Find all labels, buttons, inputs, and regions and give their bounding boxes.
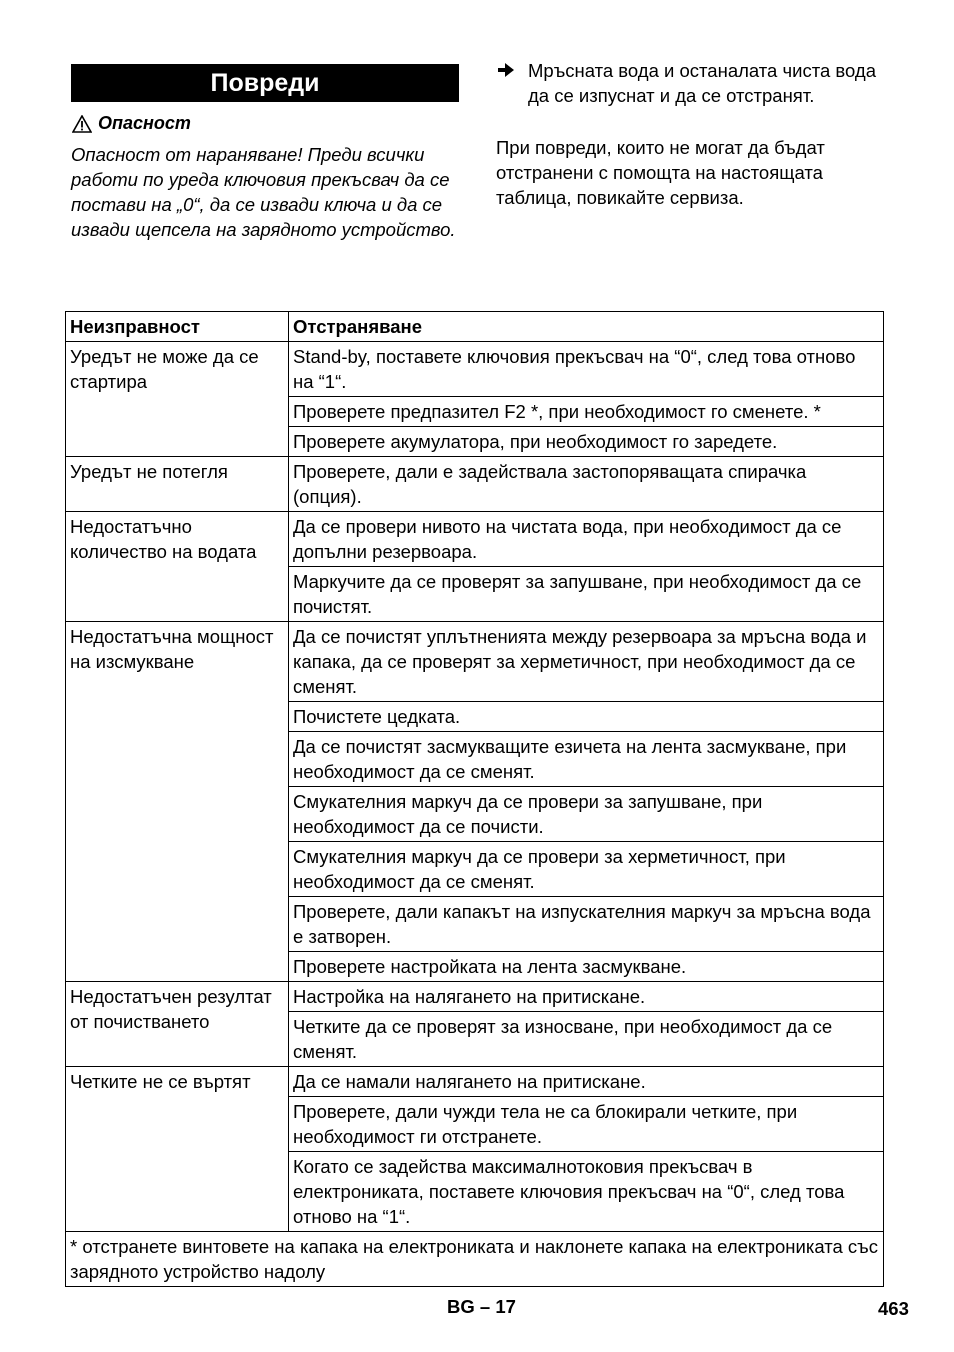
table-footnote: * отстранете винтовете на капака на електрониката и наклонете капака на електрониката със зарядното устройство надолу xyxy=(66,1232,884,1287)
remedy-cell: Проверете настройката на лента засмукване. xyxy=(289,952,884,982)
fault-cell: Недостатъчен резултат от почистването xyxy=(66,982,289,1067)
fault-cell: Уредът не потегля xyxy=(66,457,289,512)
remedy-cell: Смукателния маркуч да се провери за херметичност, при необходимост да се сменят. xyxy=(289,842,884,897)
fault-cell: Четките не се въртят xyxy=(66,1067,289,1232)
header-fault: Неизправност xyxy=(66,312,289,342)
remedy-cell: Когато се задейства максималнотоковия прекъсвач в електрониката, поставете ключовия прекъсвач на “0“, след това отново на “1“. xyxy=(289,1152,884,1232)
fault-table xyxy=(65,311,884,1287)
table-row xyxy=(66,982,884,1012)
remedy-cell: Да се почистят уплътненията между резервоара за мръсна вода и капака, да се проверят за херметичност, при необходимост да се сменят. xyxy=(289,622,884,702)
remedy-cell: Четките да се проверят за износване, при необходимост да се сменят. xyxy=(289,1012,884,1067)
remedy-cell: Да се намали налягането на притискане. xyxy=(289,1067,884,1097)
remedy-cell: Да се почистят засмукващите езичета на лента засмукване, при необходимост да се сменят. xyxy=(289,732,884,787)
remedy-cell: Настройка на налягането на притискане. xyxy=(289,982,884,1012)
remedy-cell: Stand-by, поставете ключовия прекъсвач на “0“, след това отново на “1“. xyxy=(289,342,884,397)
page-number: 463 xyxy=(878,1298,909,1319)
remedy-cell: Проверете, дали е задействала застопоряващата спирачка (опция). xyxy=(289,457,884,512)
remedy-cell: Проверете акумулатора, при необходимост го заредете. xyxy=(289,427,884,457)
footer-label: BG – 17 xyxy=(447,1296,516,1317)
table-row xyxy=(66,1067,884,1097)
fault-cell: Уредът не може да се стартира xyxy=(66,342,289,457)
right-arrow-icon xyxy=(497,58,528,108)
table-row xyxy=(66,342,884,397)
remedy-cell: Проверете, дали капакът на изпускателния маркуч за мръсна вода е затворен. xyxy=(289,897,884,952)
danger-heading-label: Опасност xyxy=(98,113,191,133)
fault-cell: Недостатъчна мощност на изсмукване xyxy=(66,622,289,982)
table-header-row xyxy=(66,312,884,342)
table-row xyxy=(66,622,884,702)
remedy-cell: Почистете цедката. xyxy=(289,702,884,732)
remedy-cell: Проверете предпазител F2 *, при необходимост го сменете. * xyxy=(289,397,884,427)
service-note: При повреди, които не могат да бъдат отстранени с помощта на настоящата таблица, повикайте сервиза. xyxy=(496,137,825,208)
table-row xyxy=(66,512,884,567)
danger-heading xyxy=(72,113,191,134)
instruction-text: Мръсната вода и останалата чиста вода да се изпуснат и да се отстранят. xyxy=(528,60,876,106)
section-title: Повреди xyxy=(71,64,459,102)
instruction-item xyxy=(497,58,877,108)
remedy-cell: Смукателния маркуч да се провери за запушване, при необходимост да се почисти. xyxy=(289,787,884,842)
remedy-cell: Да се провери нивото на чистата вода, при необходимост да се допълни резервоара. xyxy=(289,512,884,567)
warning-triangle-icon xyxy=(72,115,92,133)
table-row xyxy=(66,457,884,512)
header-remedy: Отстраняване xyxy=(289,312,884,342)
remedy-cell: Проверете, дали чужди тела не са блокирали четките, при необходимост ги отстранете. xyxy=(289,1097,884,1152)
danger-text: Опасност от нараняване! Преди всички работи по уреда ключовия прекъсвач да се постави на „0“, да се извади ключа и да се извади щепсела на зарядното устройство. xyxy=(71,144,456,240)
fault-cell: Недостатъчно количество на водата xyxy=(66,512,289,622)
remedy-cell: Маркучите да се проверят за запушване, при необходимост да се почистят. xyxy=(289,567,884,622)
footnote-row xyxy=(66,1232,884,1287)
